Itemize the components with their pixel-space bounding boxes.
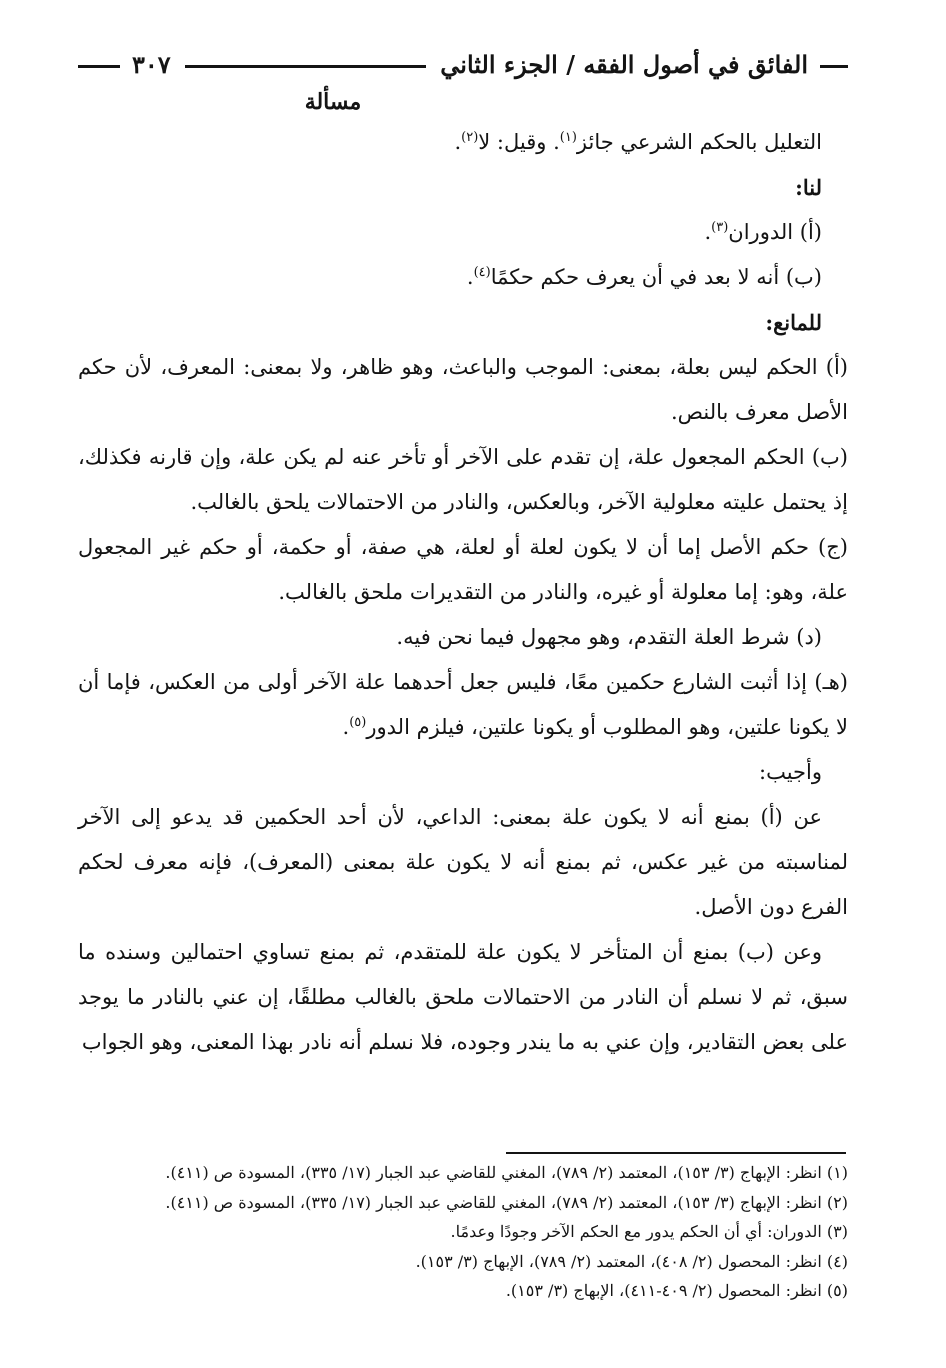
mani-label: للمانع: [765,310,822,335]
section-heading: مسألة [304,89,362,115]
objection-d: (د) شرط العلة التقدم، وهو مجهول فيما نحن فيه. [396,625,822,649]
objection-b: (ب) الحكم المجعول علة، إن تقدم على الآخر أو تأخر عنه لم يكن علة، وإن قارنه فكذلك، إذ يحتمل عليته معلولية الآخر، وبالعكس، والنادر من الاحتمالات يلحق بالغالب. [78,445,848,514]
statement-text-b: . وقيل: لا [478,130,560,154]
footnote-ref-5[interactable]: (٥) [349,715,367,730]
argument-b-text: (ب) أنه لا بعد في أن يعرف حكم حكمًا [490,265,822,289]
argument-a [78,210,848,255]
header-rule-right [820,65,848,68]
objection-e [78,660,848,750]
argument-b [78,255,848,300]
reply-b: وعن (ب) بمنع أن المتأخر لا يكون علة للمتقدم، ثم بمنع تساوي احتمالين وسنده ما سبق، ثم لا نسلم أن النادر من الاحتمالات ملحق بالغالب مطلقًا، إن عني بالنادر ما يوجد على بعض التقادير، وإن عني به ما يندر وجوده، فلا نسلم أنه نادر بهذا المعنى، وهو الجواب [78,940,848,1054]
objection-e-end: . [342,715,350,739]
argument-a-text: (أ) الدوران [728,220,822,244]
footnote-ref-1[interactable]: (١) [559,130,577,145]
reply-a: عن (أ) بمنع أنه لا يكون علة بمعنى: الداعي، لأن أحد الحكمين قد يدعو إلى الآخر لمناسبته من غير عكس، ثم بمنع أنه لا يكون علة بمعنى (المعرف)، فإنه معرف لحكم الفرع دون الأصل. [78,805,848,919]
page-number: ٣٠٧ [132,49,171,79]
statement-text-c: . [454,130,462,154]
footnote-item: (١) انظر: الإبهاج (٣/ ١٥٣)، المعتمد (٢/ ٧٨٩)، المغني للقاضي عبد الجبار (١٧/ ٣٣٥)، المسودة ص (٤١١). [165,1163,848,1182]
footnotes [78,1158,848,1306]
paragraph-statement [78,120,848,165]
footnote-item: (٥) انظر: المحصول (٢/ ٤٠٩-٤١١)، الإبهاج (٣/ ١٥٣). [505,1281,848,1300]
header-rule-left [78,65,120,68]
footnote-ref-2[interactable]: (٢) [461,130,479,145]
argument-b-end: . [466,265,474,289]
footnote-ref-3[interactable]: (٣) [711,220,729,235]
footnote-item: (٢) انظر: الإبهاج (٣/ ١٥٣)، المعتمد (٢/ ٧٨٩)، المغني للقاضي عبد الجبار (١٧/ ٣٣٥)، المسودة ص (٤١١). [165,1192,848,1212]
running-header [78,44,848,84]
footnote-ref-4[interactable]: (٤) [473,265,491,280]
argument-a-end: . [704,220,712,244]
ujib-label: وأجيب: [759,760,822,784]
header-rule-middle [185,65,427,68]
objection-a: (أ) الحكم ليس بعلة، بمعنى: الموجب والباعث، وهو ظاهر، ولا بمعنى: المعرف، لأن حكم الأصل معرف بالنص. [78,355,848,424]
statement-text-a: التعليل بالحكم الشرعي جائز [576,130,822,154]
main-text [78,84,848,1065]
objection-e-text: (هـ) إذا أثبت الشارع حكمين معًا، فليس جعل أحدهما علة الآخر أولى من العكس، فإما أن لا يكونا علتين، وهو المطلوب أو يكونا علتين، فيلزم الدور [78,670,848,739]
objection-c: (ج) حكم الأصل إما أن لا يكون لعلة أو لعلة، هي صفة، أو حكمة، أو حكم غير المجعول علة، وهو: إما معلولة أو غيره، والنادر من التقديرات ملحق بالغالب. [78,535,848,604]
footnote-item: (٤) انظر: المحصول (٢/ ٤٠٨)، المعتمد (٢/ ٧٨٩)، الإبهاج (٣/ ١٥٣). [415,1251,848,1271]
lana-label: لنا: [795,175,822,200]
footnote-item: (٣) الدوران: أي أن الحكم يدور مع الحكم الآخر وجودًا وعدمًا. [450,1222,848,1241]
running-title: الفائق في أصول الفقه / الجزء الثاني [440,49,808,79]
footnote-separator [506,1152,846,1154]
